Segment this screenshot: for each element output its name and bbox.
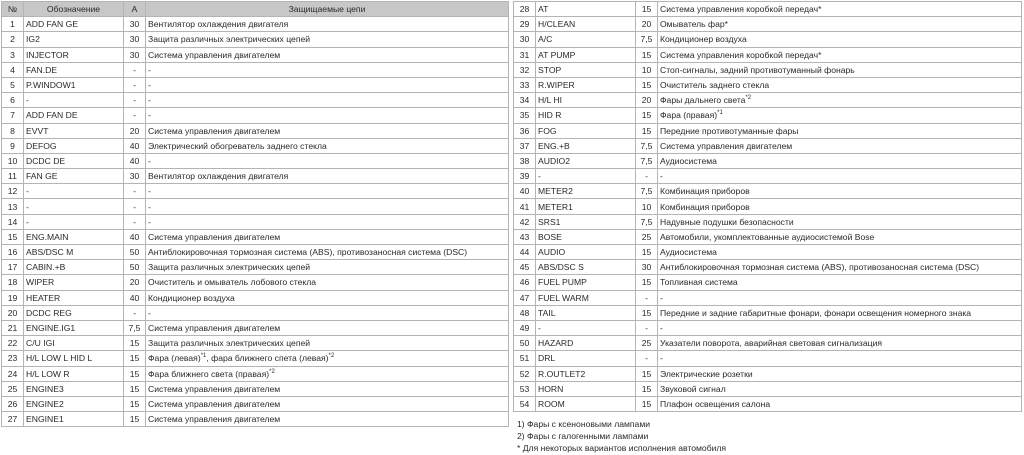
- table-row: [514, 62, 1022, 77]
- fuse-amperage: 15: [636, 108, 658, 123]
- fuse-amperage: 15: [124, 381, 146, 396]
- table-row: [514, 138, 1022, 153]
- fuse-number: 16: [2, 245, 24, 260]
- fuse-designation: DEFOG: [24, 138, 124, 153]
- fuse-designation: HAZARD: [536, 336, 636, 351]
- fuse-number: 41: [514, 199, 536, 214]
- fuse-number: 21: [2, 320, 24, 335]
- fuse-number: 50: [514, 336, 536, 351]
- table-row: [514, 396, 1022, 411]
- fuse-designation: H/L LOW R: [24, 366, 124, 381]
- fuse-amperage: 10: [636, 199, 658, 214]
- fuse-designation: HORN: [536, 381, 636, 396]
- fuse-amperage: 40: [124, 229, 146, 244]
- fuse-designation: -: [536, 320, 636, 335]
- table-row: [2, 184, 509, 199]
- fuse-designation: FOG: [536, 123, 636, 138]
- fuse-number: 35: [514, 108, 536, 123]
- fuse-number: 53: [514, 381, 536, 396]
- table-row: [514, 153, 1022, 168]
- table-row: [514, 169, 1022, 184]
- fuse-number: 8: [2, 123, 24, 138]
- fuse-amperage: -: [124, 93, 146, 108]
- fuse-number: 49: [514, 320, 536, 335]
- fuse-number: 32: [514, 62, 536, 77]
- table-row: [2, 275, 509, 290]
- table-row: [2, 108, 509, 123]
- fuse-number: 6: [2, 93, 24, 108]
- fuse-amperage: 20: [636, 17, 658, 32]
- header-number: №: [2, 2, 24, 17]
- table-row: [2, 245, 509, 260]
- fuse-designation: H/CLEAN: [536, 17, 636, 32]
- fuse-amperage: 40: [124, 138, 146, 153]
- fuse-designation: DCDC REG: [24, 305, 124, 320]
- table-row: [514, 290, 1022, 305]
- fuse-number: 46: [514, 275, 536, 290]
- header-protected-circuits: Защищаемые цепи: [146, 2, 509, 17]
- fuse-number: 31: [514, 47, 536, 62]
- footnote-xenon: 1) Фары с ксеноновыми лампами: [517, 419, 651, 429]
- table-row: [2, 412, 509, 427]
- fuse-number: 15: [2, 229, 24, 244]
- fuse-amperage: 15: [636, 275, 658, 290]
- fuse-amperage: 7,5: [636, 138, 658, 153]
- table-row: [514, 17, 1022, 32]
- fuse-designation: FUEL WARM: [536, 290, 636, 305]
- fuse-designation: AT PUMP: [536, 47, 636, 62]
- fuse-circuits: Система управления двигателем: [146, 381, 509, 396]
- fuse-circuits: -: [146, 214, 509, 229]
- fuse-circuits: Очиститель и омыватель лобового стекла: [146, 275, 509, 290]
- fuse-number: 18: [2, 275, 24, 290]
- fuse-amperage: -: [124, 214, 146, 229]
- fuse-designation: ENGINE.IG1: [24, 320, 124, 335]
- table-row: [514, 275, 1022, 290]
- fuse-number: 33: [514, 77, 536, 92]
- table-row: [514, 108, 1022, 123]
- fuse-designation: ADD FAN DE: [24, 108, 124, 123]
- fuse-circuits: -: [146, 77, 509, 92]
- footnote-ref: *1: [717, 110, 723, 117]
- fuse-designation: EVVT: [24, 123, 124, 138]
- fuse-circuits: Защита различных электрических цепей: [146, 32, 509, 47]
- fuse-number: 11: [2, 169, 24, 184]
- footnotes: [517, 418, 726, 454]
- fuse-designation: H/L HI: [536, 93, 636, 108]
- fuse-designation: R.OUTLET2: [536, 366, 636, 381]
- fuse-number: 27: [2, 412, 24, 427]
- fuse-amperage: 7,5: [636, 32, 658, 47]
- fuse-designation: FUEL PUMP: [536, 275, 636, 290]
- fuse-number: 29: [514, 17, 536, 32]
- circuit-text: Фара (левая): [148, 353, 201, 364]
- fuse-circuits: Система управления коробкой передач*: [658, 2, 1022, 17]
- fuse-designation: ENGINE3: [24, 381, 124, 396]
- table-row: [514, 123, 1022, 138]
- circuit-text: Фара (правая): [660, 110, 718, 121]
- fuse-circuits: Вентилятор охлаждения двигателя: [146, 169, 509, 184]
- fuse-number: 10: [2, 153, 24, 168]
- fuse-circuits: -: [146, 305, 509, 320]
- table-row: [2, 366, 509, 381]
- fuse-circuits: Антиблокировочная тормозная система (ABS), противозаносная система (DSC): [146, 245, 509, 260]
- fuse-designation: ABS/DSC M: [24, 245, 124, 260]
- fuse-number: 47: [514, 290, 536, 305]
- fuse-amperage: 7,5: [636, 153, 658, 168]
- table-row: [514, 229, 1022, 244]
- table-row: [514, 336, 1022, 351]
- fuse-designation: H/L LOW L HID L: [24, 351, 124, 366]
- fuse-circuits: Система управления двигателем: [146, 229, 509, 244]
- fuse-designation: ENGINE2: [24, 396, 124, 411]
- fuse-designation: ENGINE1: [24, 412, 124, 427]
- table-row: [514, 93, 1022, 108]
- fuse-circuits: Электрический обогреватель заднего стекла: [146, 138, 509, 153]
- fuse-circuits: Аудиосистема: [658, 153, 1022, 168]
- fuse-circuits: -: [658, 290, 1022, 305]
- fuse-amperage: 25: [636, 229, 658, 244]
- table-row: [2, 77, 509, 92]
- fuse-amperage: 20: [124, 123, 146, 138]
- fuse-amperage: 15: [124, 412, 146, 427]
- fuse-amperage: 15: [636, 305, 658, 320]
- fuse-amperage: 20: [124, 275, 146, 290]
- table-row: [2, 17, 509, 32]
- fuse-amperage: 15: [636, 2, 658, 17]
- fuse-designation: ENG.+B: [536, 138, 636, 153]
- fuse-number: 20: [2, 305, 24, 320]
- fuse-amperage: -: [124, 305, 146, 320]
- fuse-designation: HID R: [536, 108, 636, 123]
- fuse-circuits: Автомобили, укомплектованные аудиосистемой Bose: [658, 229, 1022, 244]
- fuse-amperage: 7,5: [636, 184, 658, 199]
- fuse-amperage: 40: [124, 290, 146, 305]
- fuse-amperage: -: [124, 199, 146, 214]
- fuse-circuits: Система управления двигателем: [146, 396, 509, 411]
- table-row: [2, 351, 509, 366]
- fuse-designation: METER2: [536, 184, 636, 199]
- fuse-amperage: 30: [124, 47, 146, 62]
- fuse-amperage: 30: [124, 17, 146, 32]
- table-row: [2, 169, 509, 184]
- fuse-designation: METER1: [536, 199, 636, 214]
- fuse-circuits: -: [658, 169, 1022, 184]
- table-row: [2, 153, 509, 168]
- fuse-circuits: Система управления двигателем: [146, 123, 509, 138]
- fuse-circuits: [658, 93, 1022, 108]
- fuse-circuits: [146, 351, 509, 366]
- fuse-circuits: Защита различных электрических цепей: [146, 260, 509, 275]
- table-row: [2, 396, 509, 411]
- footnote-ref: *1: [200, 353, 207, 360]
- fuse-circuits: -: [658, 351, 1022, 366]
- fuse-number: 25: [2, 381, 24, 396]
- footnote-ref: *2: [745, 95, 752, 102]
- fuse-designation: ENG.MAIN: [24, 229, 124, 244]
- table-row: [2, 381, 509, 396]
- fuse-amperage: 30: [124, 32, 146, 47]
- fuse-amperage: 50: [124, 245, 146, 260]
- fuse-amperage: 30: [124, 169, 146, 184]
- fuse-designation: AT: [536, 2, 636, 17]
- fuse-number: 3: [2, 47, 24, 62]
- fuse-number: 28: [514, 2, 536, 17]
- fuse-designation: -: [24, 214, 124, 229]
- fuse-circuits: -: [146, 184, 509, 199]
- fuse-circuits: -: [658, 320, 1022, 335]
- table-row: [514, 32, 1022, 47]
- fuse-number: 26: [2, 396, 24, 411]
- fuse-designation: BOSE: [536, 229, 636, 244]
- fuse-designation: C/U IGI: [24, 336, 124, 351]
- fuse-amperage: 50: [124, 260, 146, 275]
- fuse-number: 24: [2, 366, 24, 381]
- fuse-circuits: -: [146, 62, 509, 77]
- footnote-ref: *2: [269, 368, 275, 375]
- fuse-amperage: 15: [636, 47, 658, 62]
- fuse-circuits: Комбинация приборов: [658, 184, 1022, 199]
- fuse-designation: FAN.DE: [24, 62, 124, 77]
- fuse-amperage: 15: [124, 396, 146, 411]
- fuse-number: 4: [2, 62, 24, 77]
- fuse-circuits: Система управления коробкой передач*: [658, 47, 1022, 62]
- table-row: [2, 32, 509, 47]
- fuse-number: 51: [514, 351, 536, 366]
- fuse-amperage: 7,5: [636, 214, 658, 229]
- fuse-amperage: 25: [636, 336, 658, 351]
- fuse-circuits: [658, 108, 1022, 123]
- fuse-number: 36: [514, 123, 536, 138]
- table-row: [514, 351, 1022, 366]
- table-row: [2, 93, 509, 108]
- fuse-amperage: 15: [636, 123, 658, 138]
- header-amperage: A: [124, 2, 146, 17]
- fuse-designation: ABS/DSC S: [536, 260, 636, 275]
- fuse-amperage: 15: [636, 77, 658, 92]
- footnote-halogen: 2) Фары с галогенными лампами: [517, 431, 649, 441]
- fuse-amperage: 15: [124, 366, 146, 381]
- table-row: [2, 305, 509, 320]
- fuse-circuits: Система управления двигателем: [146, 320, 509, 335]
- fuse-circuits: Аудиосистема: [658, 245, 1022, 260]
- table-row: [2, 123, 509, 138]
- table-header-row: [2, 2, 509, 17]
- circuit-text: Фара ближнего света (правая): [148, 368, 270, 379]
- table-row: [2, 290, 509, 305]
- fuse-circuits: Передние и задние габаритные фонари, фонари освещения номерного знака: [658, 305, 1022, 320]
- fuse-circuits: Надувные подушки безопасности: [658, 214, 1022, 229]
- table-row: [2, 47, 509, 62]
- fuse-amperage: -: [636, 351, 658, 366]
- fuse-designation: TAIL: [536, 305, 636, 320]
- fuse-number: 37: [514, 138, 536, 153]
- fuse-table-right: [513, 1, 1022, 412]
- header-designation: Обозначение: [24, 2, 124, 17]
- fuse-amperage: -: [124, 184, 146, 199]
- fuse-circuits: Электрические розетки: [658, 366, 1022, 381]
- fuse-amperage: 30: [636, 260, 658, 275]
- fuse-number: 30: [514, 32, 536, 47]
- fuse-number: 17: [2, 260, 24, 275]
- fuse-designation: A/C: [536, 32, 636, 47]
- table-row: [514, 199, 1022, 214]
- table-row: [2, 336, 509, 351]
- table-row: [514, 305, 1022, 320]
- fuse-designation: P.WINDOW1: [24, 77, 124, 92]
- fuse-designation: HEATER: [24, 290, 124, 305]
- table-row: [514, 245, 1022, 260]
- fuse-circuits: Комбинация приборов: [658, 199, 1022, 214]
- fuse-number: 14: [2, 214, 24, 229]
- table-row: [2, 214, 509, 229]
- fuse-designation: -: [24, 184, 124, 199]
- table-row: [514, 2, 1022, 17]
- fuse-designation: STOP: [536, 62, 636, 77]
- footnote-variants: * Для некоторых вариантов исполнения автомобиля: [517, 443, 727, 453]
- fuse-amperage: 15: [124, 351, 146, 366]
- fuse-designation: DCDC DE: [24, 153, 124, 168]
- circuit-text: Фары дальнего света: [660, 95, 746, 106]
- fuse-amperage: 40: [124, 153, 146, 168]
- table-row: [2, 229, 509, 244]
- fuse-amperage: 15: [636, 396, 658, 411]
- table-row: [2, 62, 509, 77]
- fuse-number: 13: [2, 199, 24, 214]
- table-row: [514, 381, 1022, 396]
- fuse-number: 5: [2, 77, 24, 92]
- fuse-number: 43: [514, 229, 536, 244]
- table-row: [2, 199, 509, 214]
- fuse-designation: ROOM: [536, 396, 636, 411]
- fuse-designation: AUDIO2: [536, 153, 636, 168]
- fuse-circuits: Передние противотуманные фары: [658, 123, 1022, 138]
- fuse-circuits: Указатели поворота, аварийная световая сигнализация: [658, 336, 1022, 351]
- fuse-circuits: Омыватель фар*: [658, 17, 1022, 32]
- fuse-amperage: -: [124, 62, 146, 77]
- table-row: [2, 320, 509, 335]
- fuse-circuits: Кондиционер воздуха: [146, 290, 509, 305]
- fuse-circuits: Стоп-сигналы, задний противотуманный фонарь: [658, 62, 1022, 77]
- fuse-circuits: Плафон освещения салона: [658, 396, 1022, 411]
- fuse-number: 40: [514, 184, 536, 199]
- fuse-number: 19: [2, 290, 24, 305]
- fuse-amperage: 15: [636, 381, 658, 396]
- fuse-number: 42: [514, 214, 536, 229]
- table-row: [514, 47, 1022, 62]
- fuse-designation: DRL: [536, 351, 636, 366]
- table-row: [514, 184, 1022, 199]
- fuse-circuits: Звуковой сигнал: [658, 381, 1022, 396]
- fuse-number: 7: [2, 108, 24, 123]
- fuse-number: 39: [514, 169, 536, 184]
- table-row: [514, 260, 1022, 275]
- fuse-designation: -: [536, 169, 636, 184]
- footnote-ref: *2: [328, 353, 335, 360]
- fuse-designation: SRS1: [536, 214, 636, 229]
- fuse-designation: CABIN.+B: [24, 260, 124, 275]
- fuse-amperage: 7,5: [124, 320, 146, 335]
- fuse-number: 9: [2, 138, 24, 153]
- fuse-circuits: Система управления двигателем: [146, 412, 509, 427]
- fuse-amperage: -: [124, 108, 146, 123]
- fuse-designation: R.WIPER: [536, 77, 636, 92]
- table-row: [514, 77, 1022, 92]
- fuse-number: 54: [514, 396, 536, 411]
- fuse-circuits: Система управления двигателем: [658, 138, 1022, 153]
- fuse-amperage: -: [636, 290, 658, 305]
- fuse-circuits: Защита различных электрических цепей: [146, 336, 509, 351]
- fuse-designation: WIPER: [24, 275, 124, 290]
- fuse-circuits: -: [146, 153, 509, 168]
- fuse-circuits: Очиститель заднего стекла: [658, 77, 1022, 92]
- fuse-amperage: -: [636, 320, 658, 335]
- circuit-text: , фара ближнего спета (левая): [206, 353, 329, 364]
- table-row: [2, 260, 509, 275]
- fuse-circuits: Вентилятор охлаждения двигателя: [146, 17, 509, 32]
- fuse-circuits: -: [146, 93, 509, 108]
- fuse-circuits: [146, 366, 509, 381]
- fuse-number: 44: [514, 245, 536, 260]
- fuse-designation: AUDIO: [536, 245, 636, 260]
- fuse-circuits: Антиблокировочная тормозная система (ABS), противозаносная система (DSC): [658, 260, 1022, 275]
- fuse-number: 1: [2, 17, 24, 32]
- table-row: [514, 320, 1022, 335]
- fuse-number: 2: [2, 32, 24, 47]
- fuse-amperage: -: [636, 169, 658, 184]
- fuse-number: 22: [2, 336, 24, 351]
- table-row: [514, 214, 1022, 229]
- fuse-number: 38: [514, 153, 536, 168]
- table-row: [2, 138, 509, 153]
- fuse-circuits: -: [146, 108, 509, 123]
- table-row: [514, 366, 1022, 381]
- fuse-designation: -: [24, 199, 124, 214]
- fuse-amperage: 15: [636, 366, 658, 381]
- fuse-circuits: Топливная система: [658, 275, 1022, 290]
- fuse-circuits: Система управления двигателем: [146, 47, 509, 62]
- fuse-amperage: -: [124, 77, 146, 92]
- fuse-amperage: 20: [636, 93, 658, 108]
- fuse-number: 48: [514, 305, 536, 320]
- fuse-designation: -: [24, 93, 124, 108]
- fuse-circuits: Кондиционер воздуха: [658, 32, 1022, 47]
- fuse-number: 45: [514, 260, 536, 275]
- fuse-number: 12: [2, 184, 24, 199]
- fuse-designation: IG2: [24, 32, 124, 47]
- fuse-amperage: 15: [124, 336, 146, 351]
- fuse-number: 52: [514, 366, 536, 381]
- fuse-circuits: -: [146, 199, 509, 214]
- fuse-designation: FAN GE: [24, 169, 124, 184]
- fuse-designation: ADD FAN GE: [24, 17, 124, 32]
- fuse-number: 23: [2, 351, 24, 366]
- fuse-amperage: 15: [636, 245, 658, 260]
- fuse-number: 34: [514, 93, 536, 108]
- fuse-amperage: 10: [636, 62, 658, 77]
- fuse-designation: INJECTOR: [24, 47, 124, 62]
- fuse-table-left: [1, 1, 509, 427]
